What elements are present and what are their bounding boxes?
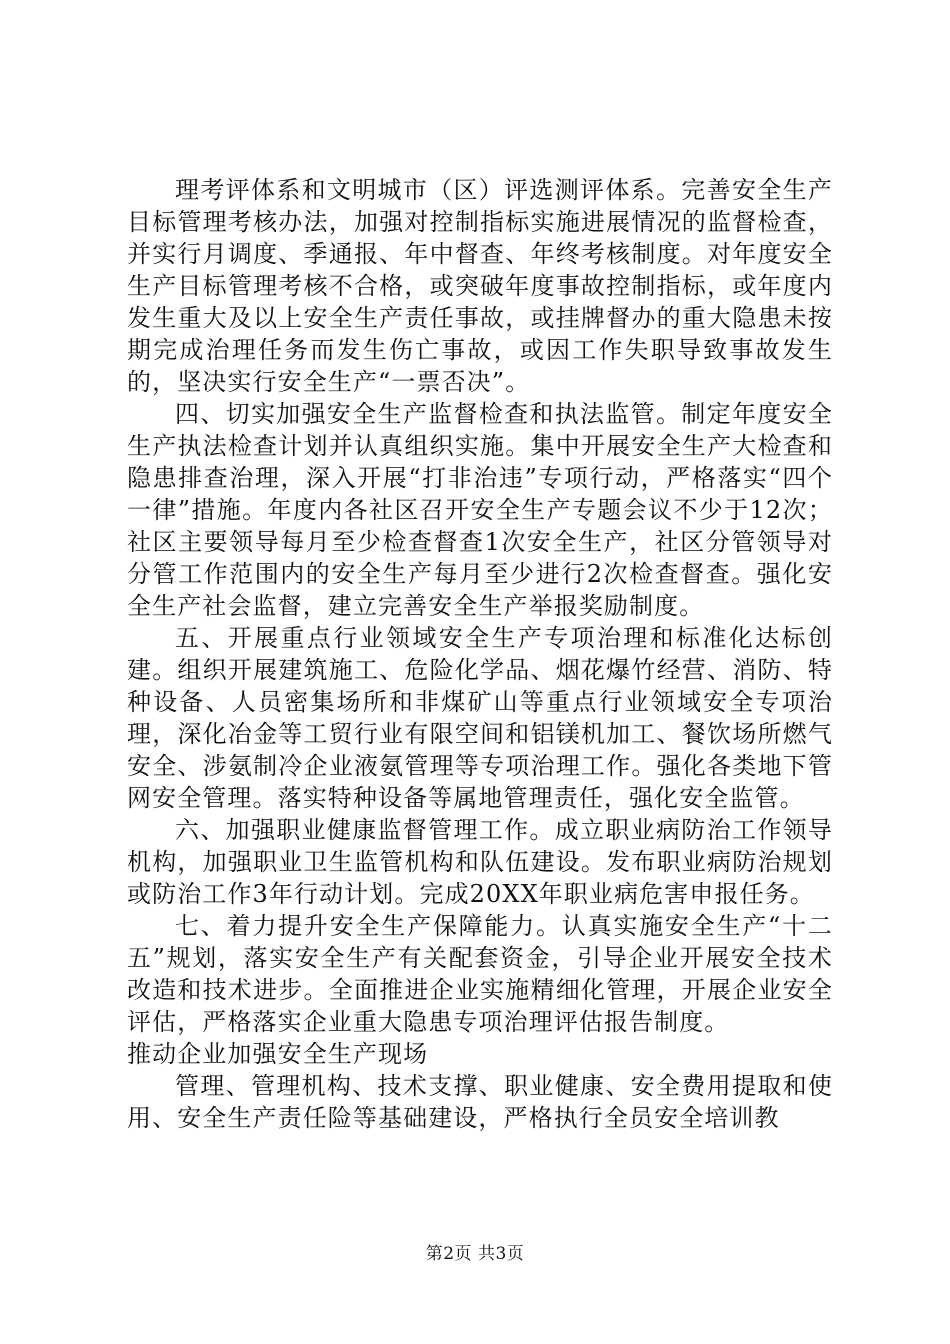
paragraph-continuation: 管理、管理机构、技术支撑、职业健康、安全费用提取和使用、安全生产责任险等基础建设，严格执行全员安全培训教 — [127, 1072, 833, 1132]
paragraph-intro: 理考评体系和文明城市（区）评选测评体系。完善安全生产目标管理考核办法，加强对控制指标实施进展情况的监督检查，并实行月调度、季通报、年中督查、年终考核制度。对年度安全生产目标管理考核不合格，或突破年度事故控制指标，或年度内发生重大及以上安全生产责任事故，或挂牌督办的重大隐患未按期完成治理任务而发生伤亡事故，或因工作失职导致事故发生的，坚决实行安全生产“一票否决”。 — [127, 176, 833, 396]
paragraph-section-four: 四、切实加强安全生产监督检查和执法监管。制定年度安全生产执法检查计划并认真组织实施。集中开展安全生产大检查和隐患排查治理，深入开展“打非治违”专项行动，严格落实“四个一律”措施。年度内各社区召开安全生产专题会议不少于12次；社区主要领导每月至少检查督查1次安全生产，社区分管领导对分管工作范围内的安全生产每月至少进行2次检查督查。强化安全生产社会监督，建立完善安全生产举报奖励制度。 — [127, 400, 833, 620]
paragraph-section-six: 六、加强职业健康监督管理工作。成立职业病防治工作领导机构，加强职业卫生监管机构和队伍建设。发布职业病防治规划或防治工作3年行动计划。完成20XX年职业病危害申报任务。 — [127, 816, 833, 908]
paragraph-section-seven: 七、着力提升安全生产保障能力。认真实施安全生产“十二五”规划，落实安全生产有关配套资金，引导企业开展安全技术改造和技术进步。全面推进企业实施精细化管理，开展企业安全评估，严格落实企业重大隐患专项治理评估报告制度。 — [127, 912, 833, 1036]
paragraph-section-five: 五、开展重点行业领域安全生产专项治理和标准化达标创建。组织开展建筑施工、危险化学品、烟花爆竹经营、消防、特种设备、人员密集场所和非煤矿山等重点行业领域安全专项治理，深化冶金等工贸行业有限空间和铝镁机加工、餐饮场所燃气安全、涉氨制冷企业液氨管理等专项治理工作。强化各类地下管网安全管理。落实特种设备等属地管理责任，强化安全监管。 — [127, 624, 833, 812]
paragraph-fragment: 推动企业加强安全生产现场 — [127, 1040, 429, 1068]
document-body — [127, 174, 833, 1134]
page-number-footer: 第2页 共3页 — [425, 1244, 525, 1264]
